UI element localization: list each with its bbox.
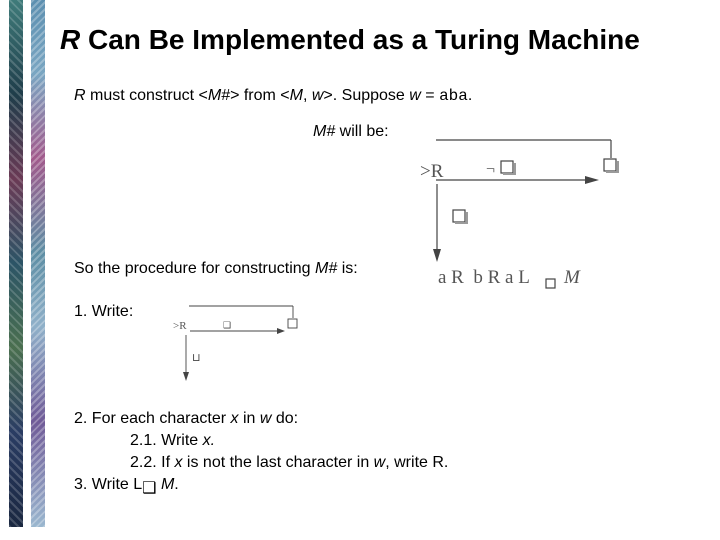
arrowhead-down — [183, 372, 189, 381]
construction-statement: R must construct <M#> from <M, w>. Suppose w = aba. — [74, 87, 473, 105]
step-2: 2. For each character x in w do: — [74, 410, 299, 427]
blank-symbol-icon — [501, 161, 513, 173]
slide-title: R Can Be Implemented as a Turing Machine — [60, 24, 640, 55]
blank-symbol-icon — [288, 319, 297, 328]
blank-symbol-icon: ❑ — [223, 321, 232, 331]
arrowhead-right — [585, 176, 599, 184]
arrowhead-down — [433, 249, 441, 262]
start-state-label-small: >R — [173, 320, 187, 332]
step-2-2: 2.2. If x is not the last character in w, write R. — [130, 454, 449, 471]
not-blank-label: ¬ — [486, 161, 496, 178]
blank-symbol-icon — [453, 210, 465, 222]
blank-symbol-icon — [546, 279, 555, 288]
step-3: 3. Write L❑ M. — [74, 476, 179, 497]
blank-down-label: ⊔ — [192, 351, 201, 364]
step-1: 1. Write: — [74, 303, 134, 320]
step-2-1: 2.1. Write x. — [130, 432, 216, 449]
start-state-label: >R — [420, 161, 444, 182]
machine-m-label: M — [564, 267, 580, 288]
blank-subscript-icon: ❑ — [142, 480, 157, 497]
arrowhead-right — [277, 328, 285, 334]
mhash-label: M# will be: — [313, 123, 389, 140]
procedure-heading: So the procedure for constructing M# is: — [74, 260, 358, 277]
machine-sequence: a R b R a L — [438, 267, 530, 288]
blank-symbol-icon — [604, 159, 616, 171]
